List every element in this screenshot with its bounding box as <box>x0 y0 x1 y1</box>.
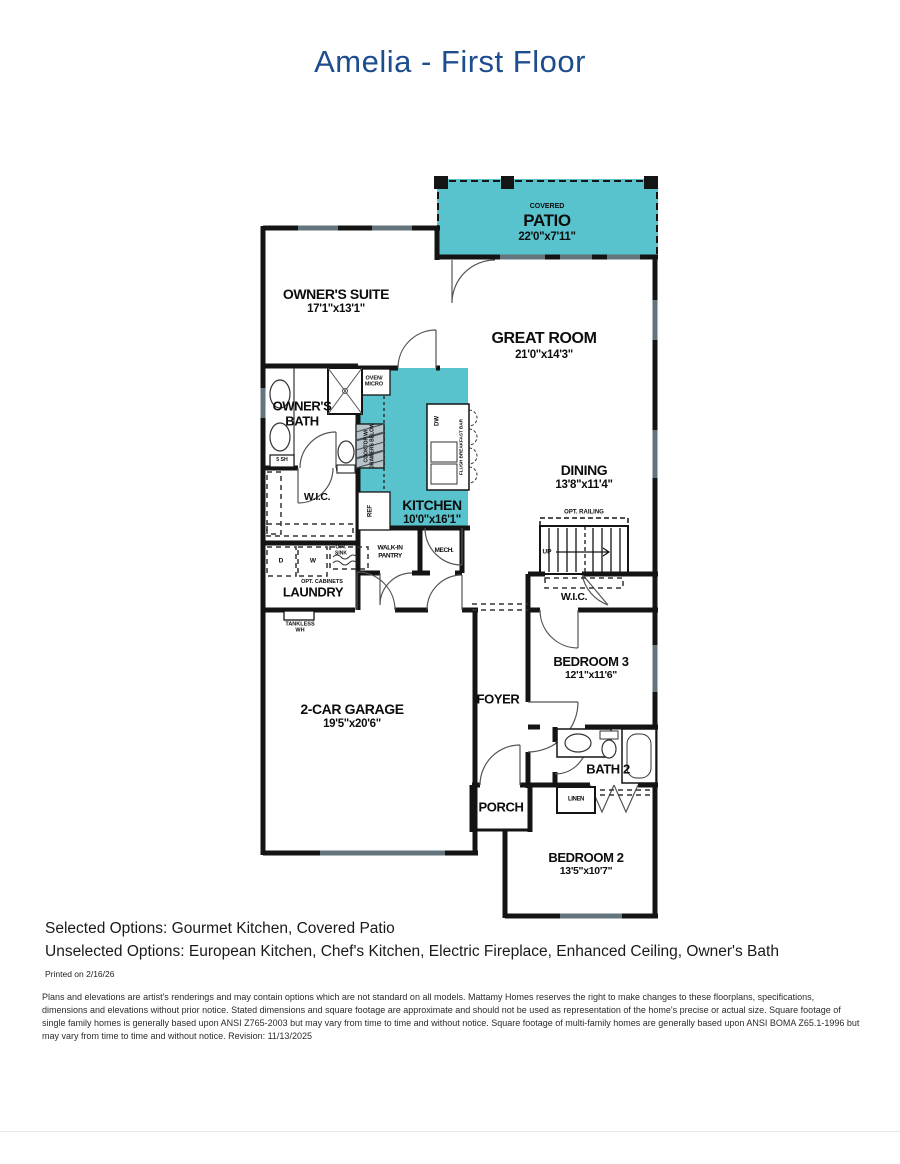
disclaimer-text: Plans and elevations are artist's renderings and may contain options which are not standard on all models. Mattamy Homes reserves the right to make changes to these floorplans, specifications, dimensions and elevations without prior notice. Stated dimensions and square footage are approximate and should not be used as representation of the home's precise or actual size. Square footage of single family homes is generally based upon ANSI Z765-2003 but may vary from time to time and without notice. Square footage of multi-family homes are generally based upon ANSI BOMA Z65.1-1996 but may vary from time to time and without notice. Revision: 11/13/2025 <box>42 992 860 1042</box>
room-name-great-room: GREAT ROOM <box>491 329 597 347</box>
tankless-wh-label: TANKLESS WH <box>285 621 315 634</box>
room-label-wic-bed3 <box>548 591 600 603</box>
room-label-owners-bath <box>265 399 339 430</box>
opt-railing-label: OPT. RAILING <box>564 509 604 516</box>
stairs-up-label: UP <box>542 548 552 556</box>
room-label-bath2 <box>573 761 643 776</box>
room-name-foyer: FOYER <box>476 691 520 707</box>
room-label-garage <box>272 701 432 731</box>
room-name-bedroom3: BEDROOM 3 <box>553 654 629 670</box>
room-label-linen <box>558 796 594 803</box>
cooktop-label: COOKTOP W/ DRAWERS BELOW <box>363 423 375 469</box>
page-bottom-divider <box>0 1131 900 1132</box>
room-name-bedroom2: BEDROOM 2 <box>548 850 624 866</box>
dryer-label: D <box>278 557 284 565</box>
room-name-wic-owners: W.I.C. <box>303 490 331 503</box>
stairs <box>540 518 628 574</box>
room-name-linen: LINEN <box>567 796 584 803</box>
room-dims-dining: 13'8"x11'4" <box>555 478 613 491</box>
room-dims-patio: 22'0"x7'11" <box>518 231 576 244</box>
room-label-foyer <box>463 691 533 706</box>
room-label-wic-owners <box>287 491 347 503</box>
page-title: Amelia - First Floor <box>314 44 586 79</box>
room-label-patio <box>482 203 612 245</box>
breakfast-bar-label: FLUSH BREAKFAST BAR <box>458 419 464 475</box>
opt-sink-label: OPT. SINK <box>335 544 347 556</box>
oven-micro-label: OVEN/ MICRO <box>364 375 384 388</box>
room-label-laundry <box>268 584 358 599</box>
room-label-pantry <box>371 544 409 559</box>
room-name-porch: PORCH <box>478 799 524 815</box>
room-dims-kitchen: 10'0"x16'1" <box>403 513 461 526</box>
unselected-options: Unselected Options: European Kitchen, Chef's Kitchen, Electric Fireplace, Enhanced Ceiling, Owner's Bath <box>45 943 779 960</box>
opt-cabinets-label: OPT. CABINETS <box>301 578 343 585</box>
room-name-kitchen: KITCHEN <box>402 496 462 513</box>
room-name-wic-bed3: W.I.C. <box>560 590 588 603</box>
room-name-patio: PATIO <box>523 211 571 231</box>
room-name-dining: DINING <box>560 461 608 478</box>
room-dims-great-room: 21'0"x14'3" <box>515 348 573 361</box>
room-label-porch <box>466 799 536 814</box>
room-label-great-room <box>454 330 634 362</box>
room-name-bath2: BATH 2 <box>586 761 630 777</box>
room-dims-bedroom3: 12'1"x11'6" <box>565 669 617 682</box>
shower-label: 5 SH <box>276 457 288 464</box>
room-name-garage: 2-CAR GARAGE <box>300 700 404 717</box>
refrigerator-label: REF <box>367 505 374 517</box>
room-name-pantry: WALK-IN PANTRY <box>377 544 403 559</box>
room-name-owners-bath: OWNER'S BATH <box>272 398 332 429</box>
room-dims-owners-suite: 17'1"x13'1" <box>307 302 365 315</box>
room-dims-bedroom2: 13'5"x10'7" <box>559 865 613 878</box>
printed-date: Printed on 2/16/26 <box>45 969 115 979</box>
room-label-dining <box>529 462 639 492</box>
room-name-laundry: LAUNDRY <box>282 584 344 600</box>
room-name-mech: MECH. <box>434 547 454 555</box>
room-label-owners-suite <box>277 286 395 316</box>
washer-label: W <box>309 557 317 565</box>
selected-options: Selected Options: Gourmet Kitchen, Covered Patio <box>45 920 395 937</box>
dishwasher-label: DW <box>434 416 441 426</box>
room-label-mech <box>427 547 461 555</box>
room-pre-patio: COVERED <box>529 203 565 211</box>
room-label-bedroom3 <box>531 654 651 682</box>
room-label-kitchen <box>377 497 487 527</box>
room-label-bedroom2 <box>526 850 646 878</box>
room-dims-garage: 19'5"x20'6" <box>323 717 381 730</box>
room-name-owners-suite: OWNER'S SUITE <box>282 285 390 302</box>
